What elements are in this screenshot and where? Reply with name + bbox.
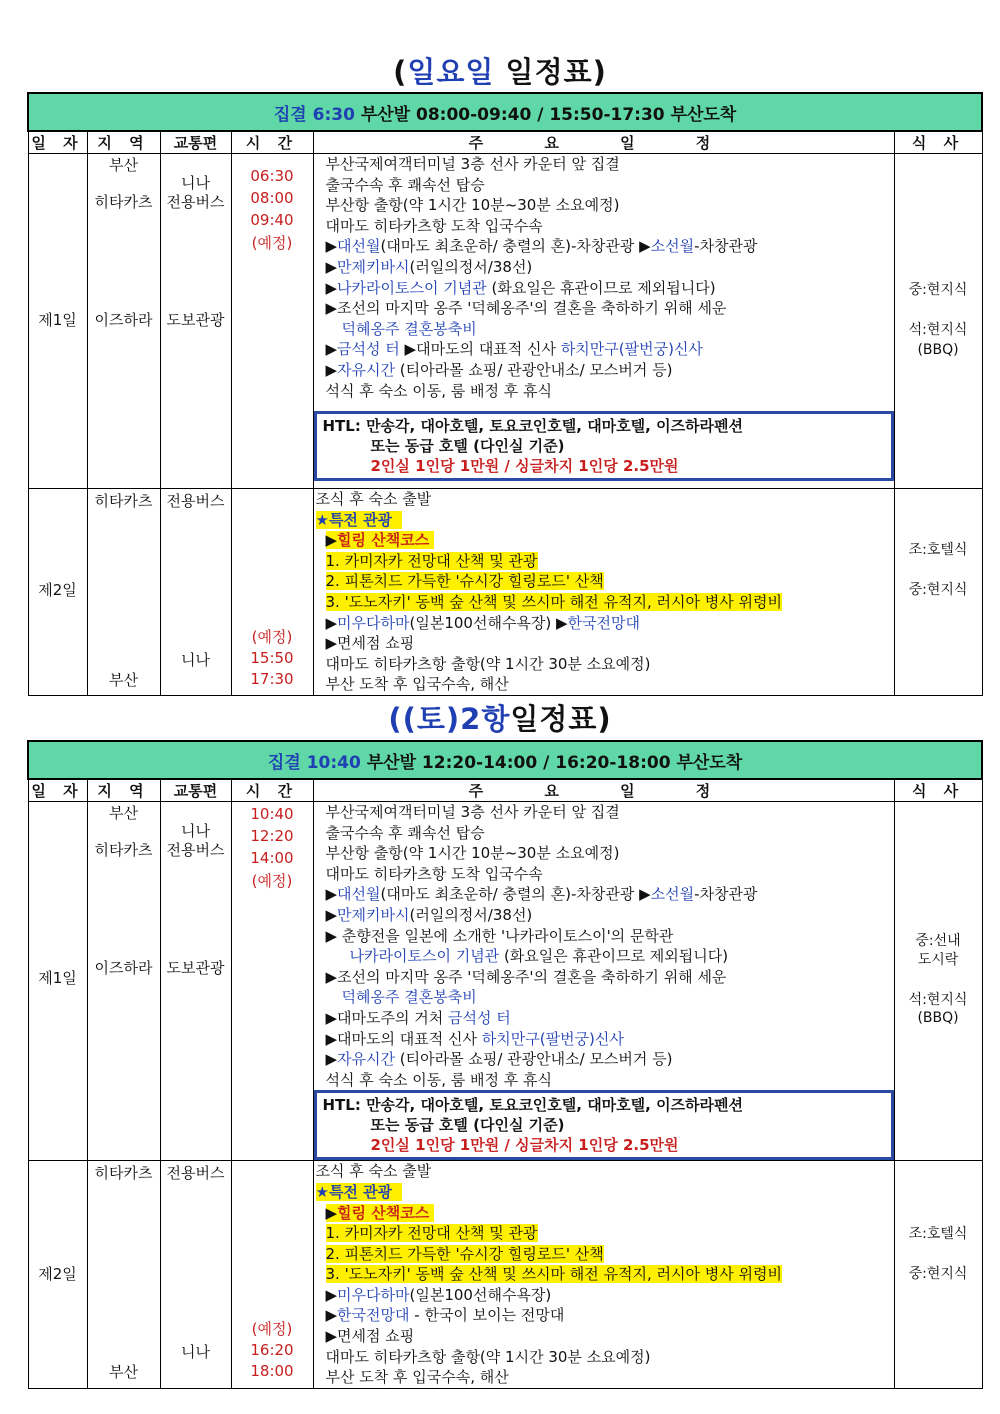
meeting-band: 집결 10:40 부산발 12:20-14:00 / 16:20-18:00 부산도착 — [28, 741, 982, 779]
region-cell: 히타카츠 부산 — [87, 489, 160, 696]
header-day: 일 자 — [28, 131, 87, 154]
region-cell: 히타카츠 부산 — [87, 1161, 160, 1389]
transport-cell: 니나 전용버스 도보관광 — [160, 154, 231, 489]
header-day: 일 자 — [28, 779, 87, 802]
time-cell: 10:40 12:20 14:00 (예정) — [231, 802, 313, 1161]
page-title-sunday: (일요일 일정표) — [393, 55, 607, 89]
header-meal: 식 사 — [894, 779, 982, 802]
meal-cell: 조:호텔식 중:현지식 — [894, 1161, 982, 1389]
header-schedule: 주 요 일 정 — [313, 779, 894, 802]
transport-cell: 니나 전용버스 도보관광 — [160, 802, 231, 1161]
header-schedule: 주 요 일 정 — [313, 131, 894, 154]
transport-cell: 전용버스 니나 — [160, 489, 231, 696]
header-time: 시 간 — [231, 131, 313, 154]
schedule-table-saturday — [27, 740, 983, 1389]
header-transport: 교통편 — [160, 131, 231, 154]
hotel-box: HTL: 만송각, 대아호텔, 토요코인호텔, 대마호텔, 이즈하라펜션 또는 동급 호텔 (다인실 기준) 2인실 1인당 1만원 / 싱글차지 1인당 2.5만원 — [314, 1090, 894, 1160]
header-meal: 식 사 — [894, 131, 982, 154]
schedule-cell: 조식 후 숙소 출발 ★특전 관광 ▶힐링 산책코스 1. 카미자카 전망대 산책 및 관광 2. 피톤치드 가득한 '슈시강 힐링로드' 산책 3. '도노자키' 동백 숲 산책 및 쓰시마 해전 유적지, 러시아 병사 위령비 ▶미우다하마(일본100선해수욕장) ▶한국전망대 ▶면세점 쇼핑 대마도 히타카츠항 출항(약 1시간 30분 소요예정) 부산 도착 후 입국수속, 해산 — [313, 489, 894, 696]
hotel-box: HTL: 만송각, 대아호텔, 토요코인호텔, 대마호텔, 이즈하라펜션 또는 동급 호텔 (다인실 기준) 2인실 1인당 1만원 / 싱글차지 1인당 2.5만원 — [314, 411, 894, 481]
day-cell: 제1일 — [28, 802, 87, 1161]
day-cell: 제2일 — [28, 489, 87, 696]
region-cell: 부산 히타카츠 이즈하라 — [87, 802, 160, 1161]
meal-cell: 조:호텔식 중:현지식 — [894, 489, 982, 696]
schedule-cell: 부산국제여객터미널 3층 선사 카운터 앞 집결 출국수속 후 쾌속선 탑승 부산항 출항(약 1시간 10분~30분 소요예정) 대마도 히타카츠항 도착 입국수속 ▶대선월(대마도 최초운하/ 충렬의 혼)-차창관광 ▶소선월-차창관광 ▶만제키바시(러일의정서/38선) ▶ 춘향전을 일본에 소개한 '나카라이토스이'의 문학관 나카라이토스이 기념관 (화요일은 휴관이므로 제외됩니다) ▶조선의 마지막 옹주 '덕혜옹주'의 결혼을 축하하기 위해 세운 덕혜옹주 결혼봉축비 ▶대마도주의 거처 금석성 터 ▶대마도의 대표적 신사 하치만구(팔번궁)신사 ▶자유시간 (티아라몰 쇼핑/ 관광안내소/ 모스버거 등) 석식 후 숙소 이동, 룸 배정 후 휴식 HTL: 만송각, 대아호텔, 토요코인호텔, 대마호텔, 이즈하라펜션 또는 동급 호텔 (다인실 기준) 2인실 1인당 1만원 / 싱글차지 1인당 2.5만원 — [313, 802, 894, 1161]
meeting-band: 집결 6:30 부산발 08:00-09:40 / 15:50-17:30 부산도착 — [28, 93, 982, 131]
schedule-cell: 조식 후 숙소 출발 ★특전 관광 ▶힐링 산책코스 1. 카미자카 전망대 산책 및 관광 2. 피톤치드 가득한 '슈시강 힐링로드' 산책 3. '도노자키' 동백 숲 산책 및 쓰시마 해전 유적지, 러시아 병사 위령비 ▶미우다하마(일본100선해수욕장) ▶한국전망대 - 한국이 보이는 전망대 ▶면세점 쇼핑 대마도 히타카츠항 출항(약 1시간 30분 소요예정) 부산 도착 후 입국수속, 해산 — [313, 1161, 894, 1389]
transport-cell: 전용버스 니나 — [160, 1161, 231, 1389]
meal-cell: 중:현지식 석:현지식 (BBQ) — [894, 154, 982, 489]
page-title-saturday: ((토)2항일정표) — [388, 702, 612, 736]
region-cell: 부산 히타카츠 이즈하라 — [87, 154, 160, 489]
time-cell: (예정) 15:50 17:30 — [231, 489, 313, 696]
header-time: 시 간 — [231, 779, 313, 802]
header-region: 지 역 — [87, 779, 160, 802]
header-region: 지 역 — [87, 131, 160, 154]
day-cell: 제2일 — [28, 1161, 87, 1389]
schedule-cell: 부산국제여객터미널 3층 선사 카운터 앞 집결 출국수속 후 쾌속선 탑승 부산항 출항(약 1시간 10분~30분 소요예정) 대마도 히타카츠항 도착 입국수속 ▶대선월(대마도 최초운하/ 충렬의 혼)-차창관광 ▶소선월-차창관광 ▶만제키바시(러일의정서/38선) ▶나카라이토스이 기념관 (화요일은 휴관이므로 제외됩니다) ▶조선의 마지막 옹주 '덕혜옹주'의 결혼을 축하하기 위해 세운 덕혜옹주 결혼봉축비 ▶금석성 터 ▶대마도의 대표적 신사 하치만구(팔번궁)신사 ▶자유시간 (티아라몰 쇼핑/ 관광안내소/ 모스버거 등) 석식 후 숙소 이동, 룸 배정 후 휴식 HTL: 만송각, 대아호텔, 토요코인호텔, 대마호텔, 이즈하라펜션 또는 동급 호텔 (다인실 기준) 2인실 1인당 1만원 / 싱글차지 1인당 2.5만원 — [313, 154, 894, 489]
header-transport: 교통편 — [160, 779, 231, 802]
time-cell: 06:30 08:00 09:40 (예정) — [231, 154, 313, 489]
time-cell: (예정) 16:20 18:00 — [231, 1161, 313, 1389]
meal-cell: 중:선내 도시락 석:현지식 (BBQ) — [894, 802, 982, 1161]
day-cell: 제1일 — [28, 154, 87, 489]
schedule-table-sunday — [27, 92, 983, 696]
